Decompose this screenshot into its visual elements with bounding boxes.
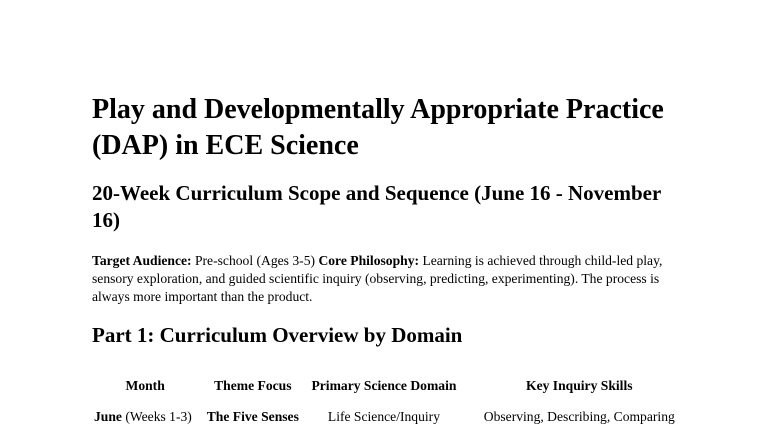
table-row — [92, 404, 698, 425]
target-audience-label: Target Audience: — [92, 253, 192, 268]
document-subtitle: 20-Week Curriculum Scope and Sequence (June 16 - November 16) — [92, 181, 661, 232]
column-header-science-domain: Primary Science Domain — [311, 377, 457, 393]
month-name: June — [94, 409, 122, 424]
curriculum-overview-table — [92, 366, 698, 425]
section-heading: Part 1: Curriculum Overview by Domain — [92, 323, 463, 347]
core-philosophy-value: Learning is achieved through child-led play, sensory exploration, and guided scientific inquiry (observing, predicting, experimenting). The process is always more important than the product. — [92, 253, 663, 304]
core-philosophy-label: Core Philosophy: — [318, 253, 420, 268]
domain-cell: Life Science/Inquiry — [327, 409, 440, 424]
target-audience-value: Pre-school (Ages 3-5) — [194, 253, 316, 268]
column-header-theme-focus: Theme Focus — [214, 377, 292, 393]
month-cell — [92, 404, 198, 425]
skills-cell: Observing, Describing, Comparing — [483, 409, 675, 424]
column-header-inquiry-skills: Key Inquiry Skills — [526, 377, 633, 393]
month-weeks: (Weeks 1-3) — [125, 409, 192, 424]
intro-paragraph — [92, 252, 692, 306]
table-header-row — [92, 366, 698, 404]
document-title: Play and Developmentally Appropriate Practice (DAP) in ECE Science — [92, 94, 664, 161]
theme-cell: The Five Senses — [206, 409, 299, 424]
column-header-month: Month — [125, 377, 165, 393]
